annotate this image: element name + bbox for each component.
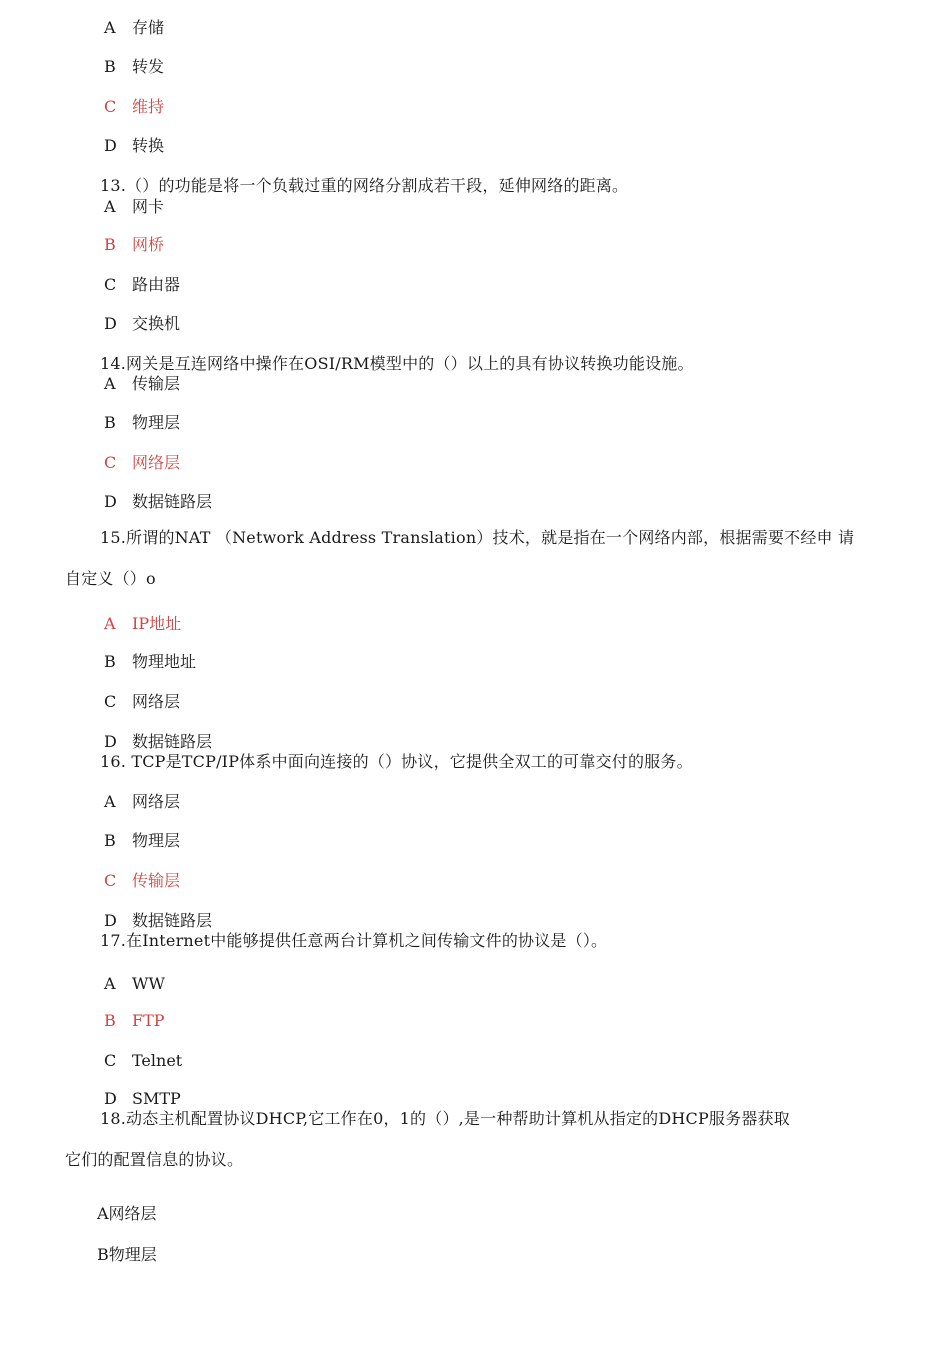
option-text: 维持 [132, 97, 165, 116]
option-text: 数据链路层 [132, 732, 213, 751]
option-B [104, 831, 180, 851]
question-15: 15.所谓的NAT （Network Address Translation）技术，就是指在一个网络内部，根据需要不经申 请 [100, 528, 855, 547]
option-text: 物理层 [132, 413, 181, 432]
option-text: 转发 [132, 57, 165, 76]
option-A [104, 792, 180, 812]
option-text: 转换 [132, 136, 165, 155]
question-18-continued: 它们的配置信息的协议。 [65, 1150, 244, 1169]
option-D [104, 732, 212, 752]
option-text: SMTP [132, 1089, 181, 1108]
option-text: 网卡 [132, 197, 165, 216]
option-letter: C [104, 871, 117, 890]
option-letter: C [104, 1051, 117, 1070]
option-text: Telnet [132, 1051, 183, 1070]
option-text: 物理层 [132, 831, 181, 850]
option-D [104, 1089, 181, 1109]
option-letter: B [104, 413, 116, 432]
option-C-correct [104, 97, 164, 117]
option-A [104, 374, 180, 394]
option-letter: A [104, 374, 116, 393]
option-D [104, 136, 164, 156]
option-C-correct [104, 871, 180, 891]
option-letter: D [104, 732, 117, 751]
option-B [104, 652, 196, 672]
option-text: 传输层 [132, 871, 181, 890]
question-18: 18.动态主机配置协议DHCP,它工作在0，1的（）,是一种帮助计算机从指定的DHCP服务器获取 [100, 1109, 790, 1128]
option-text: WW [132, 974, 165, 993]
option-text: 数据链路层 [132, 911, 213, 930]
option-C [104, 1051, 182, 1071]
option-text: 交换机 [132, 314, 181, 333]
option-C [104, 692, 180, 712]
option-text: FTP [132, 1011, 165, 1030]
option-text: 存储 [132, 18, 165, 37]
option-text: 数据链路层 [132, 492, 213, 511]
option-letter: D [104, 1089, 117, 1108]
option-text: IP地址 [132, 614, 182, 633]
option-letter: D [104, 492, 117, 511]
option-A [104, 197, 164, 217]
option-letter: B [104, 235, 116, 254]
option-letter: B [104, 652, 116, 671]
option-D [104, 492, 212, 512]
option-letter: C [104, 275, 117, 294]
option-letter: C [104, 453, 117, 472]
option-letter: A [104, 792, 116, 811]
option-text: 网络层 [132, 692, 181, 711]
option-letter: A [104, 18, 116, 37]
option-text: 物理地址 [132, 652, 197, 671]
option-letter: A [104, 197, 116, 216]
option-text: 网桥 [132, 235, 165, 254]
question-17: 17.在Internet中能够提供任意两台计算机之间传输文件的协议是（）。 [100, 931, 608, 950]
option-letter: A [104, 974, 116, 993]
option-letter: B [104, 1011, 116, 1030]
option-letter: C [104, 692, 117, 711]
option-text: 传输层 [132, 374, 181, 393]
option-letter: A [104, 614, 116, 633]
option-letter: B [104, 831, 116, 850]
option-letter: D [104, 314, 117, 333]
option-C-correct [104, 453, 180, 473]
option-letter: D [104, 911, 117, 930]
option-text: 网络层 [132, 792, 181, 811]
question-16: 16. TCP是TCP/IP体系中面向连接的（）协议，它提供全双工的可靠交付的服务。 [100, 752, 693, 771]
option-B-correct [104, 235, 164, 255]
option-text: 路由器 [132, 275, 181, 294]
option-letter: B [104, 57, 116, 76]
option-A: A网络层 [97, 1204, 157, 1223]
question-14: 14.网关是互连网络中操作在OSI/RM模型中的（）以上的具有协议转换功能设施。 [100, 354, 694, 373]
option-A [104, 974, 165, 994]
option-B: B物理层 [97, 1245, 157, 1264]
question-13: 13.（）的功能是将一个负载过重的网络分割成若干段，延伸网络的距离。 [100, 176, 629, 195]
option-C [104, 275, 180, 295]
option-letter: D [104, 136, 117, 155]
option-D [104, 314, 180, 334]
option-B [104, 57, 164, 77]
option-D [104, 911, 212, 931]
option-B-correct [104, 1011, 165, 1031]
option-B [104, 413, 180, 433]
option-A [104, 18, 164, 38]
option-A-correct [104, 614, 181, 634]
option-letter: C [104, 97, 117, 116]
option-text: 网络层 [132, 453, 181, 472]
question-15-continued: 自定义（）o [65, 569, 156, 588]
